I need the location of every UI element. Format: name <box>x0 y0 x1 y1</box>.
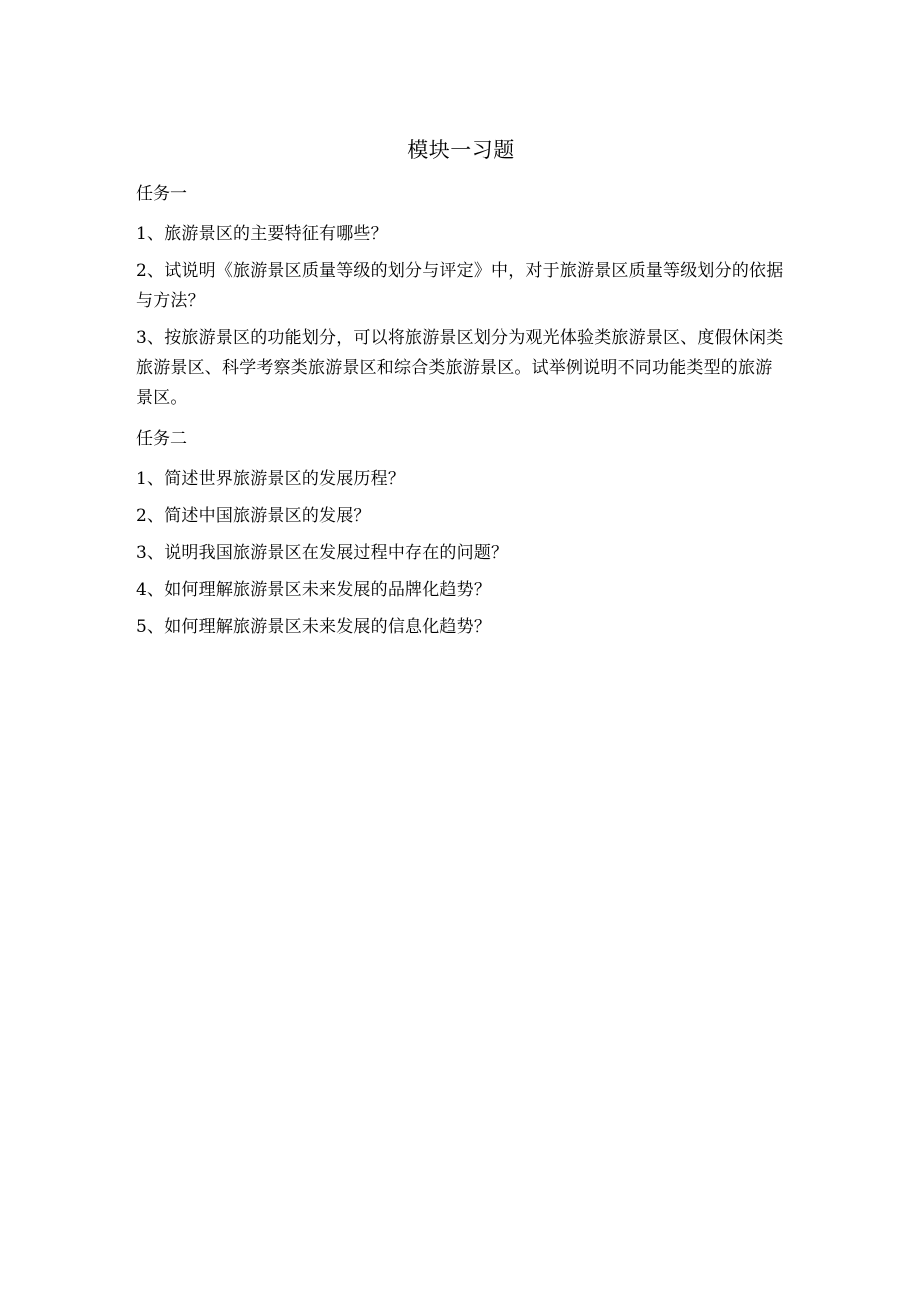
question-text: 说明我国旅游景区在发展过程中存在的问题？ <box>164 543 509 563</box>
question-item <box>136 501 786 531</box>
question-number: 2、 <box>136 506 165 526</box>
section-task-2 <box>136 427 786 642</box>
question-item <box>136 538 786 568</box>
question-text: 简述世界旅游景区的发展历程？ <box>164 469 406 489</box>
question-text: 按旅游景区的功能划分，可以将旅游景区划分为观光体验类旅游景区、度假休闲类旅游景区、科学考察类旅游景区和综合类旅游景区。试举例说明不同功能类型的旅游景区。 <box>136 328 784 408</box>
question-text: 试说明《旅游景区质量等级的划分与评定》中，对于旅游景区质量等级划分的依据与方法？ <box>136 261 784 311</box>
question-number: 3、 <box>136 328 165 348</box>
question-text: 如何理解旅游景区未来发展的信息化趋势？ <box>164 617 492 637</box>
question-number: 2、 <box>136 261 165 281</box>
question-item <box>136 575 786 605</box>
question-item <box>136 323 786 413</box>
document-title: 模块一习题 <box>407 138 515 162</box>
question-item <box>136 219 786 249</box>
question-number: 3、 <box>136 543 165 563</box>
question-text: 简述中国旅游景区的发展？ <box>164 506 371 526</box>
section-heading: 任务二 <box>136 429 187 449</box>
question-number: 1、 <box>136 469 165 489</box>
question-text: 如何理解旅游景区未来发展的品牌化趋势？ <box>164 580 492 600</box>
question-item <box>136 464 786 494</box>
section-task-1 <box>136 182 786 413</box>
question-text: 旅游景区的主要特征有哪些？ <box>164 224 388 244</box>
section-heading: 任务一 <box>136 184 187 204</box>
question-number: 1、 <box>136 224 165 244</box>
question-number: 4、 <box>136 580 165 600</box>
question-item <box>136 612 786 642</box>
document-content <box>136 134 786 649</box>
question-number: 5、 <box>136 617 165 637</box>
question-item <box>136 256 786 316</box>
